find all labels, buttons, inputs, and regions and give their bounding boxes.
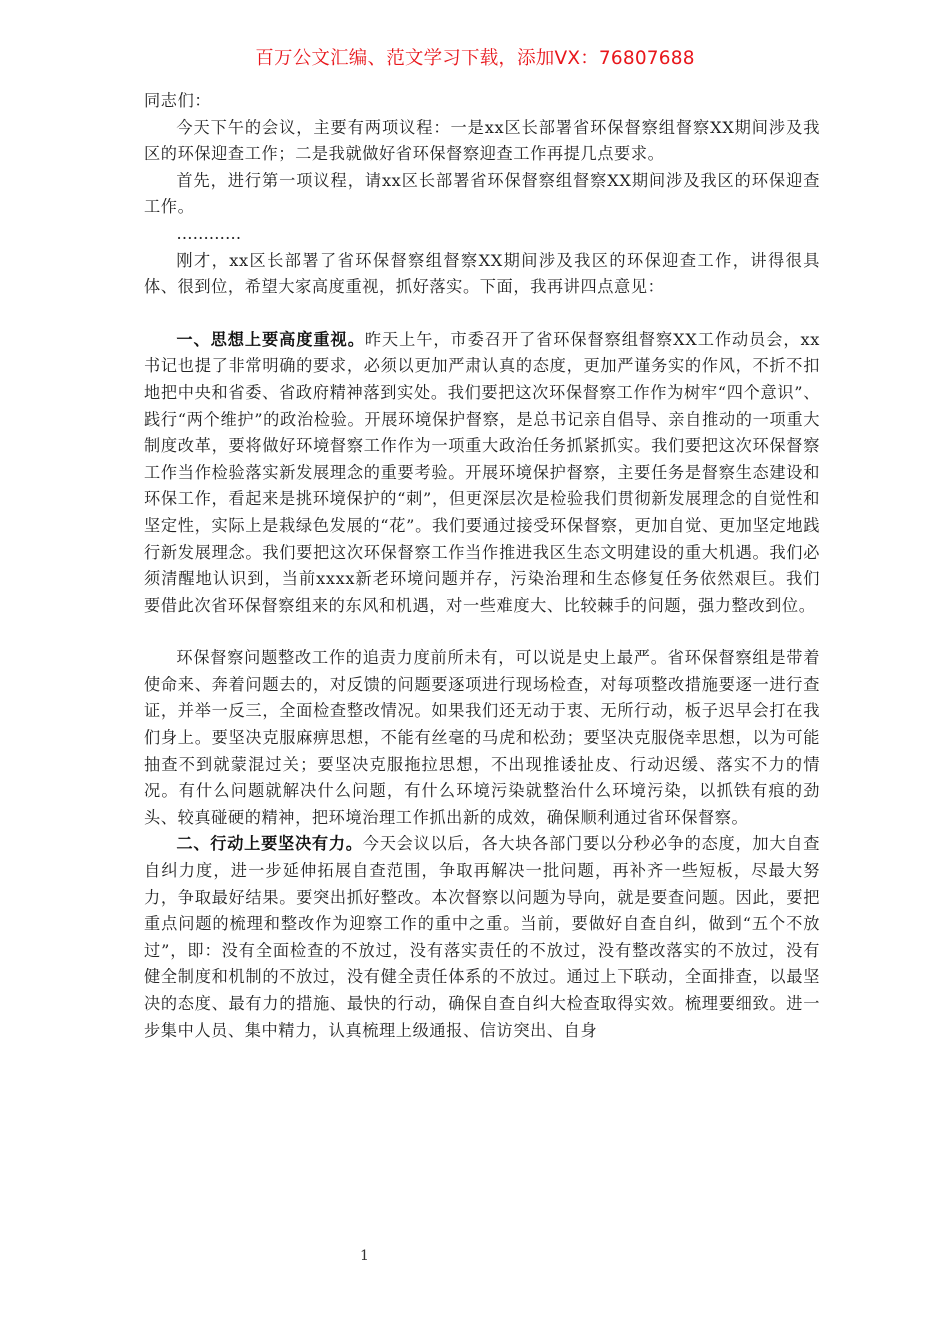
section-heading-two: 二、行动上要坚决有力。 — [176, 834, 363, 854]
section-body-two: 今天会议以后，各大块各部门要以分秒必争的态度，加大自查自纠力度，进一步延伸拓展自查范围，争取再解决一批问题，再补齐一些短板，尽最大努力，争取最好结果。要突出抓好整改。本次督察以问题为导向，就是要查问题。因此，要把重点问题的梳理和整改作为迎察工作的重中之重。当前，要做好自查自纠，做到“五个不放过”，即：没有全面检查的不放过，没有落实责任的不放过，没有整改落实的不放过，没有健全制度和机制的不放过，没有健全责任体系的不放过。通过上下联动，全面排查，以最坚决的态度、最有力的措施、最快的行动，确保自查自纠大检查取得实效。梳理要细致。进一步集中人员、集中精力，认真梳理上级通报、信访突出、自身 — [144, 834, 820, 1040]
paragraph-first-item: 首先，进行第一项议程，请xx区长部署省环保督察组督察XX期间涉及我区的环保迎查工作。 — [144, 170, 820, 217]
promo-banner: 百万公文汇编、范文学习下载，添加VX：76807688 — [255, 48, 695, 69]
paragraph-transition: 刚才，xx区长部署了省环保督察组督察XX期间涉及我区的环保迎查工作，讲得很具体、很到位，希望大家高度重视，抓好落实。下面，我再讲四点意见： — [144, 250, 820, 297]
paragraph-point-two — [144, 831, 820, 1044]
paragraph-point-one — [144, 327, 820, 620]
spacer — [144, 619, 820, 645]
salutation: 同志们： — [144, 91, 212, 110]
paragraph-accountability: 环保督察问题整改工作的追责力度前所未有，可以说是史上最严。省环保督察组是带着使命来、奔着问题去的，对反馈的问题要逐项进行现场检查，对每项整改措施要逐一进行查证，并举一反三，全面检查整改情况。如果我们还无动于衷、无所行动，板子迟早会打在我们身上。要坚决克服麻痹思想，不能有丝毫的马虎和松劲；要坚决克服侥幸思想，以为可能抽查不到就蒙混过关；要坚决克服拖拉思想，不出现推诿扯皮、行动迟缓、落实不力的情况。有什么问题就解决什么问题，有什么环境污染就整治什么环境污染，以抓铁有痕的劲头、较真碰硬的精神，把环境治理工作抓出新的成效，确保顺利通过省环保督察。 — [144, 648, 820, 827]
ellipsis-separator: ………… — [176, 223, 242, 243]
document-body — [144, 88, 820, 1044]
section-heading-one: 一、思想上要高度重视。 — [176, 329, 365, 349]
paragraph-agenda: 今天下午的会议，主要有两项议程：一是xx区长部署省环保督察组督察XX期间涉及我区的环保迎查工作；二是我就做好省环保督察迎查工作再提几点要求。 — [144, 117, 820, 164]
spacer — [144, 301, 820, 327]
section-body-one: 昨天上午，市委召开了省环保督察组督察XX工作动员会，xx书记也提了非常明确的要求，必须以更加严肃认真的态度，更加严谨务实的作风，不折不扣地把中央和省委、省政府精神落到实处。我们要把这次环保督察工作作为树牢“四个意识”、践行“两个维护”的政治检验。开展环境保护督察，是总书记亲自倡导、亲自推动的一项重大制度改革，要将做好环境督察工作作为一项重大政治任务抓紧抓实。我们要把这次环保督察工作当作检验落实新发展理念的重要考验。开展环境保护督察，主要任务是督察生态建设和环保工作，看起来是挑环境保护的“刺”，但更深层次是检验我们贯彻新发展理念的自觉性和坚定性，实际上是栽绿色发展的“花”。我们要通过接受环保督察，更加自觉、更加坚定地践行新发展理念。我们要把这次环保督察工作当作推进我区生态文明建设的重大机遇。我们必须清醒地认识到，当前xxxx新老环境问题并存，污染治理和生态修复任务依然艰巨。我们要借此次省环保督察组来的东风和机遇，对一些难度大、比较棘手的问题，强力整改到位。 — [144, 329, 820, 615]
page-number: 1 — [360, 1248, 369, 1264]
